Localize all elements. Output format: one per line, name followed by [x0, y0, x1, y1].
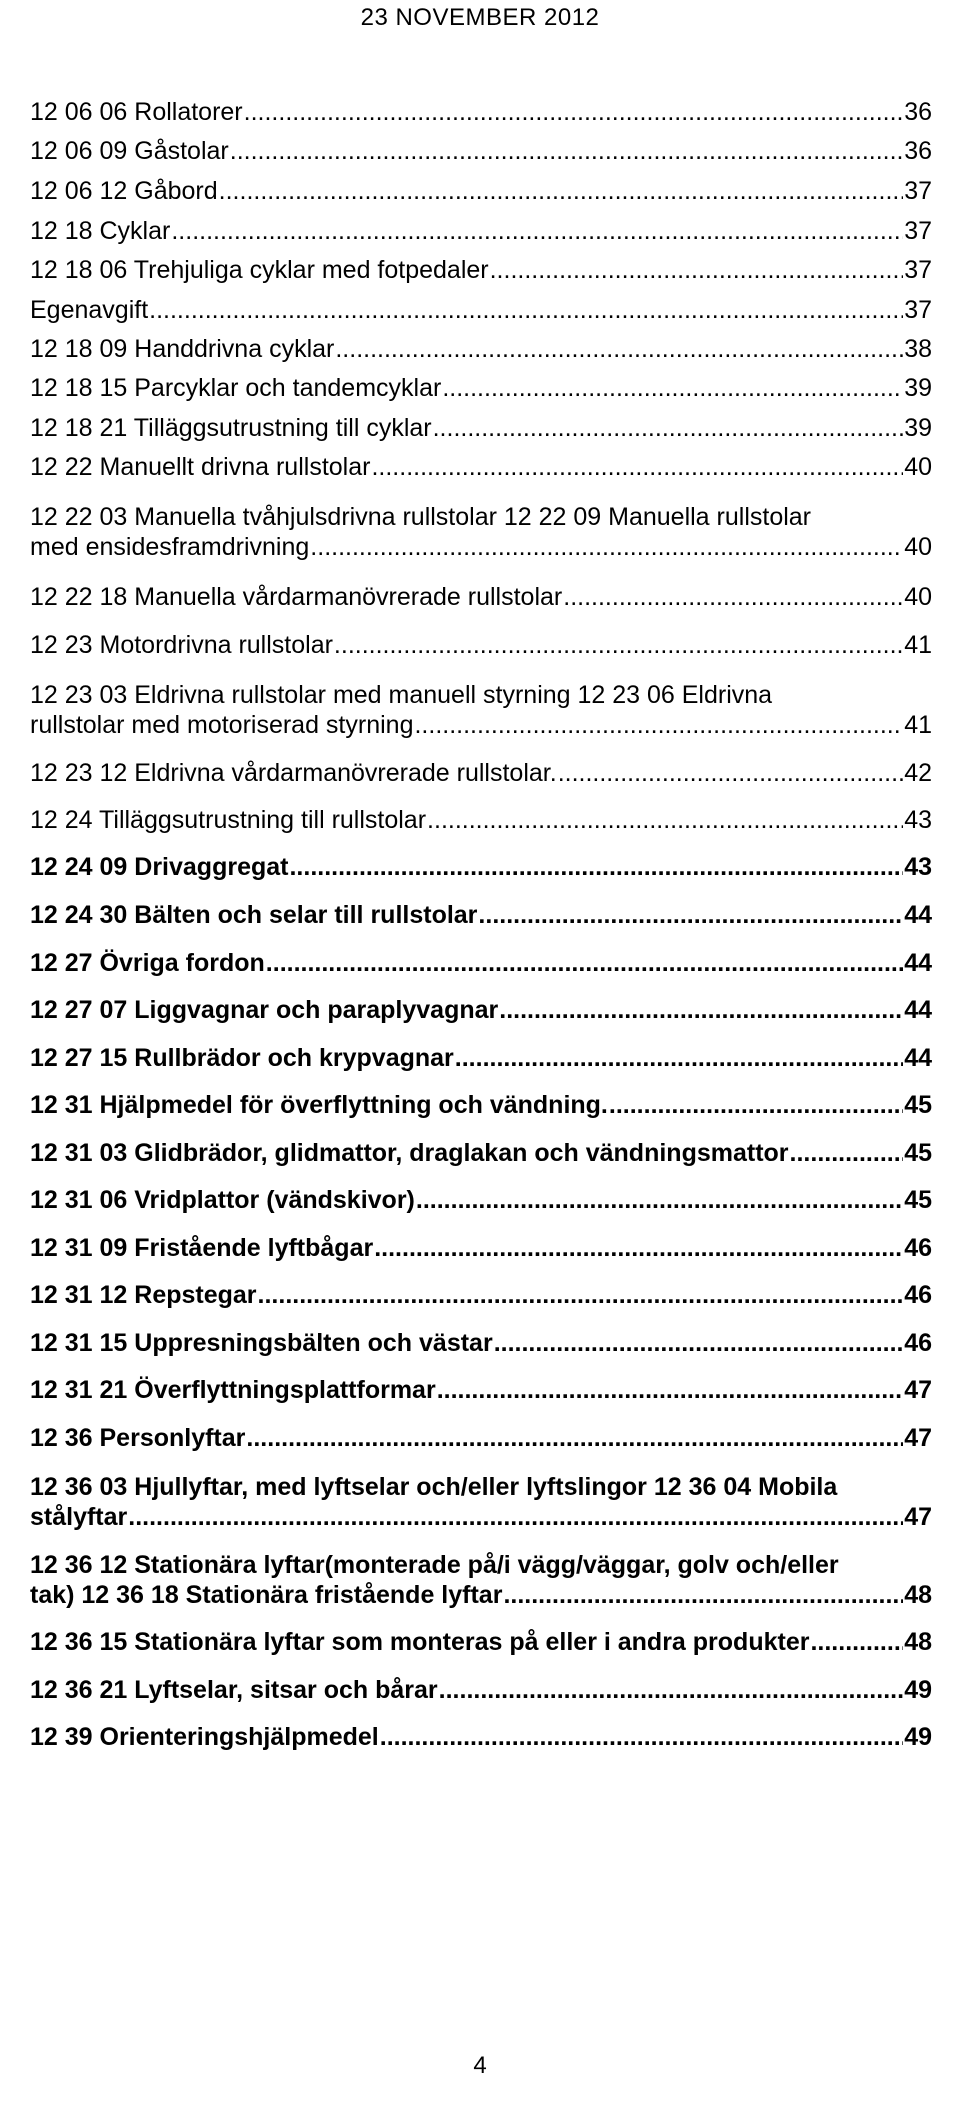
toc-entry-page: 48: [904, 1581, 932, 1609]
toc-entry[interactable]: [30, 1675, 932, 1705]
toc-entry-page: 45: [904, 1091, 932, 1119]
toc-entry[interactable]: [30, 373, 932, 403]
toc-entry-page: 46: [904, 1281, 932, 1309]
toc-entry[interactable]: [30, 452, 932, 482]
toc-entry-page: 49: [904, 1723, 932, 1751]
dot-leader: [609, 1090, 903, 1120]
dot-leader: [374, 1233, 903, 1263]
toc-entry[interactable]: [30, 136, 932, 166]
toc-entry-title: 12 06 12 Gåbord: [30, 177, 218, 205]
toc-entry[interactable]: [30, 948, 932, 978]
toc-entry-page: 38: [904, 335, 932, 363]
toc-entry-title: 12 24 30 Bälten och selar till rullstolar: [30, 901, 478, 929]
toc-entry-title: 12 18 15 Parcyklar och tandemcyklar: [30, 374, 442, 402]
toc-entry[interactable]: [30, 502, 932, 562]
toc-entry[interactable]: [30, 413, 932, 443]
toc-entry-page: 40: [904, 583, 932, 611]
toc-entry-title: 12 06 09 Gåstolar: [30, 137, 229, 165]
dot-leader: [335, 334, 903, 364]
toc-entry-title: 12 31 03 Glidbrädor, glidmattor, draglakan och vändningsmattor: [30, 1139, 789, 1167]
toc-entry-page: 39: [904, 374, 932, 402]
toc-entry-title: 12 27 Övriga fordon: [30, 949, 265, 977]
toc-entry-title: 12 18 09 Handdrivna cyklar: [30, 335, 335, 363]
toc-entry-title: 12 31 Hjälpmedel för överflyttning och vändning.: [30, 1091, 608, 1119]
dot-leader: [246, 1423, 903, 1453]
dot-leader: [433, 413, 904, 443]
toc-entry-page: 45: [904, 1139, 932, 1167]
toc-entry-page: 44: [904, 996, 932, 1024]
toc-entry[interactable]: [30, 1472, 932, 1532]
toc-entry[interactable]: [30, 216, 932, 246]
toc-entry[interactable]: [30, 805, 932, 835]
toc-entry-page: 49: [904, 1676, 932, 1704]
dot-leader: [258, 1280, 904, 1310]
toc-entry-title: 12 31 06 Vridplattor (vändskivor): [30, 1186, 415, 1214]
dot-leader: [455, 1043, 903, 1073]
toc-entry-title: 12 22 18 Manuella vårdarmanövrerade rullstolar: [30, 583, 563, 611]
toc-entry-page: 46: [904, 1234, 932, 1262]
toc-entry-page: 47: [904, 1376, 932, 1404]
toc-entry-title: 12 23 Motordrivna rullstolar: [30, 631, 333, 659]
toc-entry-page: 47: [904, 1503, 932, 1531]
toc-entry[interactable]: [30, 630, 932, 660]
dot-leader: [414, 710, 903, 740]
toc-entry-title: 12 31 09 Fristående lyftbågar: [30, 1234, 374, 1262]
toc-entry-title: 12 31 12 Repstegar: [30, 1281, 257, 1309]
dot-leader: [371, 452, 903, 482]
dot-leader: [499, 995, 903, 1025]
toc-entry-page: 39: [904, 414, 932, 442]
dot-leader: [171, 216, 903, 246]
dot-leader: [289, 852, 903, 882]
toc-entry-title: 12 18 21 Tilläggsutrustning till cyklar: [30, 414, 432, 442]
dot-leader: [563, 582, 903, 612]
dot-leader: [490, 255, 904, 285]
toc-entry-title: tak) 12 36 18 Stationära fristående lyftar: [30, 1581, 503, 1609]
dot-leader: [380, 1722, 903, 1752]
toc-entry[interactable]: [30, 582, 932, 612]
toc-entry[interactable]: [30, 758, 932, 788]
toc-entry[interactable]: [30, 1043, 932, 1073]
dot-leader: [149, 295, 903, 325]
toc-entry-title: 12 22 Manuellt drivna rullstolar: [30, 453, 371, 481]
dot-leader: [558, 758, 904, 788]
toc-entry-title-line1: 12 23 03 Eldrivna rullstolar med manuell styrning 12 23 06 Eldrivna: [30, 681, 773, 709]
toc-entry-title: 12 36 15 Stationära lyftar som monteras på eller i andra produkter: [30, 1628, 810, 1656]
toc-entry-title-line1: 12 36 12 Stationära lyftar(monterade på/i vägg/väggar, golv och/eller: [30, 1551, 839, 1579]
toc-entry-page: 37: [904, 217, 932, 245]
toc-entry-page: 37: [904, 177, 932, 205]
dot-leader: [427, 805, 903, 835]
toc-entry[interactable]: [30, 1138, 932, 1168]
dot-leader: [219, 176, 904, 206]
toc-entry[interactable]: [30, 1722, 932, 1752]
toc-entry-page: 47: [904, 1424, 932, 1452]
toc-entry[interactable]: [30, 1550, 932, 1610]
dot-leader: [810, 1627, 903, 1657]
toc-entry[interactable]: [30, 1233, 932, 1263]
toc-entry-title: 12 31 21 Överflyttningsplattformar: [30, 1376, 436, 1404]
dot-leader: [790, 1138, 904, 1168]
toc-entry-title-line1: 12 36 03 Hjullyftar, med lyftselar och/eller lyftslingor 12 36 04 Mobila: [30, 1473, 838, 1501]
toc-entry-page: 44: [904, 1044, 932, 1072]
toc-entry-page: 37: [904, 256, 932, 284]
dot-leader: [244, 97, 904, 127]
toc-entry-page: 45: [904, 1186, 932, 1214]
toc-entry-title: 12 31 15 Uppresningsbälten och västar: [30, 1329, 493, 1357]
toc-entry-page: 46: [904, 1329, 932, 1357]
dot-leader: [437, 1375, 903, 1405]
toc-entry-page: 41: [904, 631, 932, 659]
toc-entry-title: 12 23 12 Eldrivna vårdarmanövrerade rullstolar.: [30, 759, 557, 787]
toc-entry[interactable]: [30, 1375, 932, 1405]
toc-entry-page: 40: [904, 453, 932, 481]
toc-entry-title: 12 24 Tilläggsutrustning till rullstolar: [30, 806, 427, 834]
dot-leader: [478, 900, 903, 930]
toc-entry-title: stålyftar: [30, 1503, 128, 1531]
page-number: 4: [473, 2052, 487, 2079]
toc-entry-page: 43: [904, 806, 932, 834]
toc-entry-page: 43: [904, 853, 932, 881]
toc-entry[interactable]: [30, 97, 932, 127]
toc-entry-page: 44: [904, 901, 932, 929]
toc-entry-page: 36: [904, 98, 932, 126]
toc-entry-title: 12 24 09 Drivaggregat: [30, 853, 289, 881]
toc-entry-title: 12 18 06 Trehjuliga cyklar med fotpedaler: [30, 256, 489, 284]
toc-entry-page: 44: [904, 949, 932, 977]
toc-entry[interactable]: [30, 334, 932, 364]
toc-entry[interactable]: [30, 995, 932, 1025]
dot-leader: [310, 532, 903, 562]
toc-entry-title: 12 36 21 Lyftselar, sitsar och bårar: [30, 1676, 438, 1704]
toc-entry-title-line1: 12 22 03 Manuella tvåhjulsdrivna rullstolar 12 22 09 Manuella rullstolar: [30, 503, 812, 531]
dot-leader: [439, 1675, 904, 1705]
dot-leader: [416, 1185, 903, 1215]
dot-leader: [266, 948, 903, 978]
toc-entry[interactable]: [30, 680, 932, 740]
toc-entry-title: 12 18 Cyklar: [30, 217, 171, 245]
toc-entry[interactable]: [30, 1090, 932, 1120]
toc-entry-title: 12 39 Orienteringshjälpmedel: [30, 1723, 379, 1751]
toc-entry-title: Egenavgift: [30, 296, 149, 324]
toc-entry[interactable]: [30, 1423, 932, 1453]
toc-entry[interactable]: [30, 255, 932, 285]
toc-entry-page: 42: [904, 759, 932, 787]
toc-entry-page: 41: [904, 711, 932, 739]
toc-entry[interactable]: [30, 1185, 932, 1215]
toc-entry-title: 12 06 06 Rollatorer: [30, 98, 243, 126]
toc-entry-page: 40: [904, 533, 932, 561]
toc-entry[interactable]: [30, 852, 932, 882]
dot-leader: [503, 1580, 903, 1610]
toc-entry-page: 48: [904, 1628, 932, 1656]
toc-entry[interactable]: [30, 1280, 932, 1310]
toc-entry-page: 37: [904, 296, 932, 324]
toc-entry[interactable]: [30, 1328, 932, 1358]
dot-leader: [128, 1502, 903, 1532]
toc-entry-page: 36: [904, 137, 932, 165]
toc-entry[interactable]: [30, 1627, 932, 1657]
header-date: 23 NOVEMBER 2012: [360, 4, 600, 31]
dot-leader: [230, 136, 903, 166]
toc-entry[interactable]: [30, 295, 932, 325]
toc-entry-title: 12 36 Personlyftar: [30, 1424, 246, 1452]
dot-leader: [442, 373, 903, 403]
toc-entry-title: med ensidesframdrivning: [30, 533, 310, 561]
toc-entry[interactable]: [30, 900, 932, 930]
toc-entry[interactable]: [30, 176, 932, 206]
toc-entry-title: rullstolar med motoriserad styrning: [30, 711, 414, 739]
toc-entry-title: 12 27 15 Rullbrädor och krypvagnar: [30, 1044, 454, 1072]
dot-leader: [494, 1328, 904, 1358]
dot-leader: [334, 630, 903, 660]
toc-entry-title: 12 27 07 Liggvagnar och paraplyvagnar: [30, 996, 499, 1024]
